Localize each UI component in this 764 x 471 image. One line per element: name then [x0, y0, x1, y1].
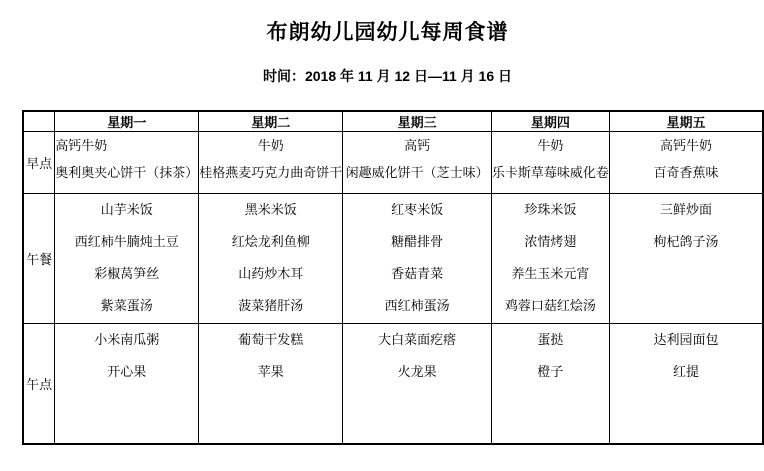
menu-item: 高钙牛奶 [659, 138, 712, 153]
menu-item: 红提 [672, 364, 699, 379]
menu-row [23, 194, 763, 324]
menu-row [23, 324, 763, 444]
menu-item: 高钙牛奶 [55, 138, 108, 153]
menu-row [23, 132, 763, 194]
menu-item: 大白菜面疙瘩 [378, 332, 457, 347]
menu-item: 紫菜蛋汤 [100, 298, 153, 313]
row-label: 午餐 [23, 194, 55, 324]
menu-item: 鸡蓉口菇红烩汤 [504, 298, 596, 313]
menu-item: 彩椒莴笋丝 [94, 266, 160, 281]
menu-item: 高钙 [404, 138, 431, 153]
menu-cell [491, 132, 609, 194]
menu-cell [609, 324, 763, 444]
menu-cell [199, 324, 343, 444]
row-label: 早点 [23, 132, 55, 194]
column-header-day-2: 星期二 [199, 111, 343, 132]
menu-item: 橙子 [537, 364, 564, 379]
column-header-day-5: 星期五 [609, 111, 763, 132]
menu-cell [609, 132, 763, 194]
row-label: 午点 [23, 324, 55, 444]
menu-cell [343, 132, 492, 194]
menu-item: 小米南瓜粥 [94, 332, 160, 347]
page-title: 布朗幼儿园幼儿每周食谱 [266, 21, 509, 44]
menu-item: 珍珠米饭 [524, 202, 577, 217]
menu-item: 乐卡斯草莓味威化卷 [491, 165, 609, 180]
menu-item: 西红柿蛋汤 [384, 298, 450, 313]
menu-item: 三鲜炒面 [659, 202, 712, 217]
menu-cell [55, 194, 199, 324]
menu-item: 香菇青菜 [391, 266, 444, 281]
menu-item: 开心果 [107, 364, 147, 379]
menu-cell [343, 194, 492, 324]
menu-item: 西红柿牛腩炖土豆 [74, 234, 179, 249]
column-header-day-1: 星期一 [55, 111, 199, 132]
menu-cell [343, 324, 492, 444]
menu-item: 山药炒木耳 [238, 266, 304, 281]
menu-item: 蛋挞 [537, 332, 564, 347]
menu-item: 菠菜猪肝汤 [238, 298, 304, 313]
menu-item: 红烩龙利鱼柳 [231, 234, 310, 249]
menu-item: 奥利奥夹心饼干（抹茶） [55, 165, 199, 180]
menu-item: 牛奶 [257, 138, 284, 153]
menu-cell [55, 324, 199, 444]
column-header-day-3: 星期三 [343, 111, 492, 132]
menu-item: 火龙果 [397, 364, 437, 379]
menu-cell [55, 132, 199, 194]
menu-item: 闲趣威化饼干（芝士味） [345, 165, 489, 180]
weekly-menu-table [22, 110, 764, 445]
menu-cell [609, 194, 763, 324]
menu-item: 山芋米饭 [100, 202, 153, 217]
menu-cell [491, 194, 609, 324]
menu-item: 养生玉米元宵 [511, 266, 590, 281]
menu-item: 葡萄干发糕 [238, 332, 304, 347]
column-header-day-4: 星期四 [491, 111, 609, 132]
menu-cell [491, 324, 609, 444]
menu-item: 桂格燕麦巧克力曲奇饼干 [199, 165, 343, 180]
menu-item: 牛奶 [537, 138, 564, 153]
menu-cell [199, 194, 343, 324]
menu-item: 浓情烤翅 [524, 234, 577, 249]
header-row [23, 111, 763, 132]
menu-item: 糖醋排骨 [391, 234, 444, 249]
menu-item: 苹果 [257, 364, 284, 379]
menu-item: 红枣米饭 [391, 202, 444, 217]
corner-cell [23, 111, 55, 132]
menu-item: 达利园面包 [653, 332, 719, 347]
menu-item: 枸杞鸽子汤 [653, 234, 719, 249]
menu-item: 百奇香蕉味 [653, 165, 719, 180]
menu-item: 黑米米饭 [244, 202, 297, 217]
menu-cell [199, 132, 343, 194]
page-subtitle: 时间：2018 年 11 月 12 日—11 月 16 日 [262, 68, 512, 84]
menu-table-body [23, 132, 763, 444]
